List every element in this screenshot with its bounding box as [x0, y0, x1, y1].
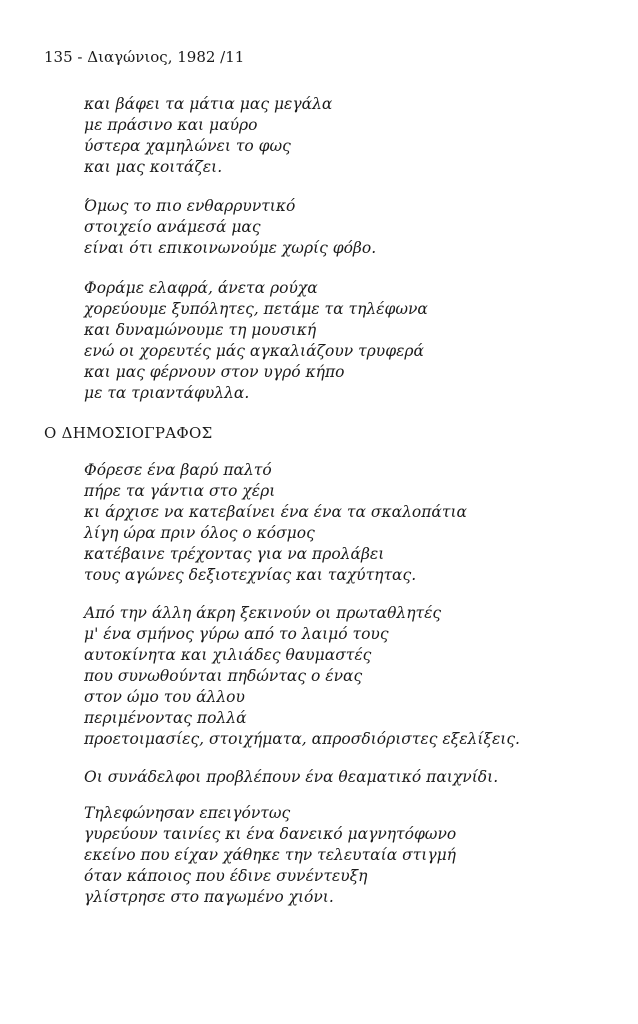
verse-line: γλίστρησε στο παγωμένο χιόνι. [84, 888, 334, 906]
poem1-stanza-3 [84, 278, 428, 404]
verse-line: γυρεύουν ταινίες κι ένα δανεικό μαγνητόφωνο [84, 825, 457, 843]
page-header: 135 - Διαγώνιος, 1982 /11 [44, 48, 245, 66]
verse-line: όταν κάποιος που έδινε συνέντευξη [84, 867, 368, 885]
poem2-stanza-1 [84, 460, 467, 586]
verse-line: περιμένοντας πολλά [84, 709, 247, 727]
verse-line: κι άρχισε να κατεβαίνει ένα ένα τα σκαλοπάτια [84, 503, 468, 521]
verse-line: και μας φέρνουν στον υγρό κήπο [84, 363, 345, 381]
verse-line: είναι ότι επικοινωνούμε χωρίς φόβο. [84, 239, 377, 257]
verse-line: μ' ένα σμήνος γύρω από το λαιμό τους [84, 625, 389, 643]
verse-line: πήρε τα γάντια στο χέρι [84, 482, 276, 500]
verse-line: και δυναμώνουμε τη μουσική [84, 321, 317, 339]
poem2-stanza-4 [84, 803, 456, 908]
verse-line: με πράσινο και μαύρο [84, 116, 258, 134]
poem1-stanza-2 [84, 196, 376, 259]
poem1-stanza-1 [84, 94, 332, 178]
verse-line: και βάφει τα μάτια μας μεγάλα [84, 95, 333, 113]
verse-line: κατέβαινε τρέχοντας για να προλάβει [84, 545, 385, 563]
verse-line: ύστερα χαμηλώνει το φως [84, 137, 291, 155]
verse-line: προετοιμασίες, στοιχήματα, απροσδιόριστες εξελίξεις. [84, 730, 520, 748]
verse-line: Από την άλλη άκρη ξεκινούν οι πρωταθλητές [84, 604, 442, 622]
verse-line: αυτοκίνητα και χιλιάδες θαυμαστές [84, 646, 372, 664]
verse-line: Όμως το πιο ενθαρρυντικό [84, 197, 296, 215]
verse-line: με τα τριαντάφυλλα. [84, 384, 250, 402]
verse-line: στον ώμο του άλλου [84, 688, 245, 706]
verse-line: στοιχείο ανάμεσά μας [84, 218, 261, 236]
poem-title: Ο ΔΗΜΟΣΙΟΓΡΑΦΟΣ [44, 424, 213, 442]
verse-line: χορεύουμε ξυπόλητες, πετάμε τα τηλέφωνα [84, 300, 428, 318]
verse-line: εκείνο που είχαν χάθηκε την τελευταία στιγμή [84, 846, 456, 864]
verse-line: Οι συνάδελφοι προβλέπουν ένα θεαματικό παιχνίδι. [84, 768, 499, 786]
verse-line: Φόρεσε ένα βαρύ παλτό [84, 461, 272, 479]
poem2-stanza-3 [84, 767, 498, 788]
verse-line: Φοράμε ελαφρά, άνετα ρούχα [84, 279, 318, 297]
verse-line: Τηλεφώνησαν επειγόντως [84, 804, 291, 822]
verse-line: λίγη ώρα πριν όλος ο κόσμος [84, 524, 315, 542]
verse-line: ενώ οι χορευτές μάς αγκαλιάζουν τρυφερά [84, 342, 424, 360]
verse-line: τους αγώνες δεξιοτεχνίας και ταχύτητας. [84, 566, 417, 584]
verse-line: και μας κοιτάζει. [84, 158, 223, 176]
poem2-stanza-2 [84, 603, 520, 750]
verse-line: που συνωθούνται πηδώντας ο ένας [84, 667, 363, 685]
